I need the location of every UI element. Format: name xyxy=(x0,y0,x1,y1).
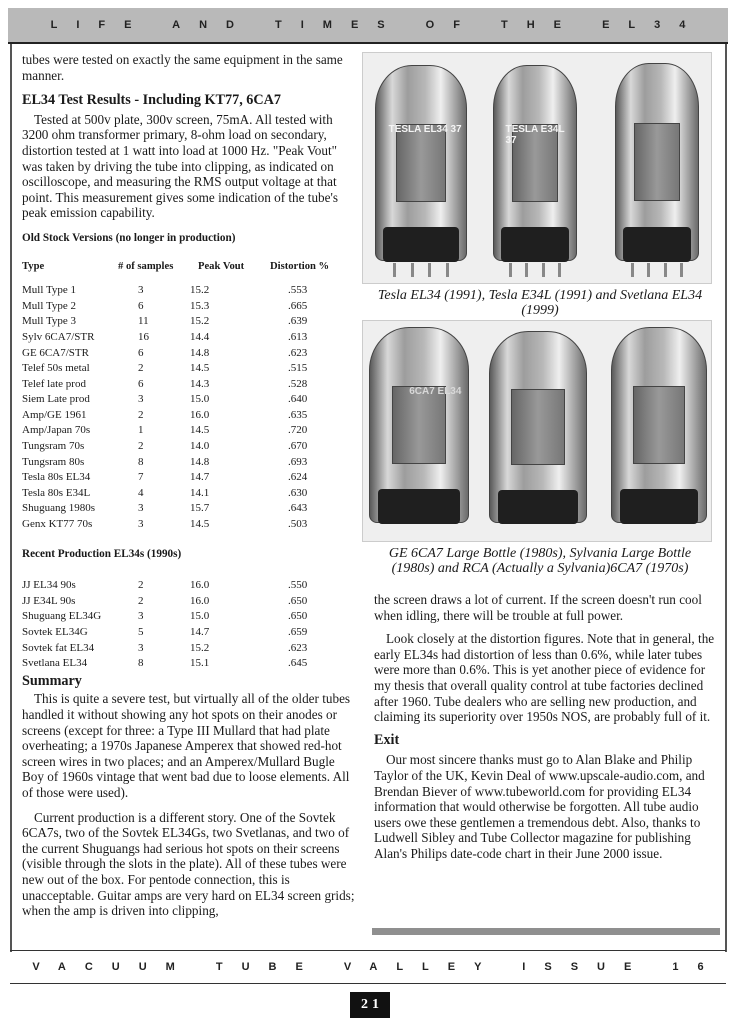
table-cell: .650 xyxy=(288,610,308,623)
table-cell: .659 xyxy=(288,626,308,638)
table-cell: 7 xyxy=(138,471,144,484)
table-cell: .503 xyxy=(288,518,308,531)
table-cell: .643 xyxy=(288,502,308,515)
summary-paragraph-1: This is quite a severe test, but virtually all of the older tubes handled it without showing any hot spots on their anodes or screens (except for three: a Type III Mullard that had plate overheating; a 1970s Japanese Amperex that showed red-hot screen wires in two places; and an Amperex/Mullard Bugle Boy of 1960s vintage that went bad due to loose elements. All of those were used). xyxy=(22,691,351,800)
old-stock-table xyxy=(22,247,332,533)
table-cell: 15.0 xyxy=(190,610,210,623)
table-cell: .650 xyxy=(288,594,308,607)
table-row xyxy=(22,641,332,657)
table-row xyxy=(22,455,332,471)
table-cell: 6 xyxy=(138,377,144,390)
summary-heading: Summary xyxy=(22,672,82,689)
table-cell: 11 xyxy=(138,315,149,328)
table-cell: .665 xyxy=(288,299,308,312)
table-cell: .623 xyxy=(288,346,308,359)
table-cell: 3 xyxy=(138,518,144,531)
table-row xyxy=(22,423,332,439)
page-number: 21 xyxy=(350,992,390,1018)
table-row xyxy=(22,486,332,502)
table-cell: 15.7 xyxy=(190,502,210,515)
table-cell: 15.2 xyxy=(190,284,210,297)
table-cell: 16.0 xyxy=(190,594,210,607)
table-cell: 2 xyxy=(138,440,144,453)
table-cell: Sovtek EL34G xyxy=(22,626,88,638)
table-row xyxy=(22,609,332,625)
table-cell: 15.1 xyxy=(190,657,210,670)
recent-production-title: Recent Production EL34s (1990s) xyxy=(22,547,182,560)
table-cell: 14.5 xyxy=(190,362,210,375)
svetlana-el34-tube-image xyxy=(615,63,699,261)
ge-6ca7-tube-image xyxy=(369,327,469,523)
table-cell: Siem Late prod xyxy=(22,393,90,406)
table-cell: 6 xyxy=(138,346,144,359)
bottom-photo-caption: GE 6CA7 Large Bottle (1980s), Sylvania Large Bottle (1980s) and RCA (Actually a Sylvania)6CA7 (1970s) xyxy=(388,546,692,576)
table-cell: .624 xyxy=(288,471,308,484)
table-row xyxy=(22,501,332,517)
table-cell: 3 xyxy=(138,393,144,406)
table-cell: 14.0 xyxy=(190,440,210,453)
table-cell: 3 xyxy=(138,284,144,297)
table-cell: 16.0 xyxy=(190,408,210,421)
table-cell: 14.3 xyxy=(190,377,210,390)
table-cell: 16 xyxy=(138,330,149,343)
col-header-samples: # of samples xyxy=(118,260,174,272)
table-cell: .645 xyxy=(288,657,308,670)
table-cell: Telef late prod xyxy=(22,377,86,390)
gray-divider xyxy=(372,928,720,935)
right-paragraph-2: Look closely at the distortion figures. Note that in general, the early EL34s had distortion of less than 0.6%, while later tubes were more than 0.6%. This is yet another piece of evidence for my thesis that overall quality control at tube factories declined after 1960. Tube dealers who are selling new production, and claiming its superiority over 1950s NOS, are probably full of it. xyxy=(374,631,715,725)
table-cell: 8 xyxy=(138,657,144,670)
test-method-paragraph: Tested at 500v plate, 300v screen, 75mA. All tested with 3200 ohm transformer primary, 8-ohm load on secondary, distortion tested at 1 watt into load at 1000 Hz. "Peak Vout" was taken by driving the tube into clipping, as indicated on oscilloscope, and measuring the RMS output voltage at that point. This measurement gives some indication of the tube's peak emission capability. xyxy=(22,111,339,221)
table-row xyxy=(22,377,332,393)
table-cell: 6 xyxy=(138,299,144,312)
table-cell: GE 6CA7/STR xyxy=(22,346,89,359)
table-cell: Tungsram 70s xyxy=(22,440,85,453)
table-row xyxy=(22,346,332,362)
test-results-heading: EL34 Test Results - Including KT77, 6CA7 xyxy=(22,92,281,109)
table-row xyxy=(22,439,332,455)
table-cell: Svetlana EL34 xyxy=(22,657,88,670)
left-border-rule xyxy=(10,44,12,952)
table-row xyxy=(22,517,332,533)
table-cell: .515 xyxy=(288,362,308,375)
table-cell: .693 xyxy=(288,455,308,468)
summary-paragraph-2: Current production is a different story. One of the Sovtek 6CA7s, two of the Sovtek EL34Gs, two Svetlanas, and two of the current Shuguangs had serious hot spots on their screens (visible through the slots in the plate). All of these tubes were new out of the box. For pentode connection, this is unacceptable. Guitar amps are very hard on EL34 screen grids; when the amp is driven into clipping, xyxy=(22,809,355,919)
right-paragraph-1: the screen draws a lot of current. If the screen doesn't run cool when idling, there will be trouble at full power. xyxy=(374,592,702,623)
table-row xyxy=(22,594,332,610)
table-cell: Amp/GE 1961 xyxy=(22,408,87,421)
table-cell: .630 xyxy=(288,486,308,499)
table-cell: 2 xyxy=(138,579,144,592)
running-header: LIFE AND TIMES OF THE EL34 xyxy=(8,8,728,44)
tesla-el34-tube-image xyxy=(375,65,467,261)
table-cell: Mull Type 3 xyxy=(22,315,77,328)
table-row xyxy=(22,283,332,299)
table-row xyxy=(22,625,332,641)
intro-paragraph: tubes were tested on exactly the same equipment in the same manner. xyxy=(22,52,343,83)
table-cell: 14.1 xyxy=(190,486,210,499)
table-row xyxy=(22,361,332,377)
tube-label: TESLA E34L 37 xyxy=(505,124,565,147)
table-cell: .670 xyxy=(288,440,308,453)
table-cell: 5 xyxy=(138,626,144,638)
table-row xyxy=(22,470,332,486)
table-row xyxy=(22,578,332,594)
col-header-distortion: Distortion % xyxy=(270,260,330,272)
table-cell: 16.0 xyxy=(190,579,210,592)
sylvania-tube-image xyxy=(489,331,587,523)
table-cell: Amp/Japan 70s xyxy=(22,424,91,437)
table-cell: JJ E34L 90s xyxy=(22,594,76,607)
table-cell: .623 xyxy=(288,641,308,654)
table-cell: 3 xyxy=(138,641,144,654)
table-cell: Genx KT77 70s xyxy=(22,518,93,531)
table-row xyxy=(22,392,332,408)
table-cell: 2 xyxy=(138,594,144,607)
table-cell: 15.2 xyxy=(190,641,210,654)
table-cell: 14.8 xyxy=(190,455,210,468)
table-cell: .635 xyxy=(288,408,308,421)
table-cell: 15.3 xyxy=(190,299,210,312)
exit-paragraph: Our most sincere thanks must go to Alan Blake and Philip Taylor of the UK, Kevin Deal of www.upscale-audio.com, and Brendan Biever of www.tubeworld.com for providing EL34 information that would otherwise be forgotten. All tube audio users owe these gentlemen a tremendous debt. Also, thanks to Ludwell Sibley and Tube Collector magazine for publishing Alan's Philips date-code chart in their June 2000 issue. xyxy=(374,752,705,861)
running-footer: VACUUM TUBE VALLEY ISSUE 16 xyxy=(10,950,726,984)
old-stock-title: Old Stock Versions (no longer in production) xyxy=(22,231,236,244)
right-border-rule xyxy=(725,44,727,952)
table-cell: Sovtek fat EL34 xyxy=(22,641,95,654)
table-cell: 14.5 xyxy=(190,518,210,531)
table-cell: 8 xyxy=(138,455,144,468)
table-cell: .639 xyxy=(288,315,308,328)
table-cell: 14.7 xyxy=(190,471,210,484)
table-row xyxy=(22,299,332,315)
table-cell: 1 xyxy=(138,424,144,437)
table-row xyxy=(22,330,332,346)
right-column xyxy=(374,592,720,870)
table-cell: .613 xyxy=(288,330,308,343)
table-cell: Tungsram 80s xyxy=(22,455,85,468)
table-cell: .528 xyxy=(288,377,308,390)
table-cell: Shuguang EL34G xyxy=(22,610,102,623)
table-row xyxy=(22,656,332,672)
table-cell: .720 xyxy=(288,424,308,437)
exit-heading: Exit xyxy=(374,731,400,748)
table-cell: Mull Type 2 xyxy=(22,299,77,312)
tesla-e34l-tube-image xyxy=(493,65,577,261)
col-header-peak: Peak Vout xyxy=(198,260,245,272)
table-cell: Mull Type 1 xyxy=(22,284,77,297)
table-cell: 14.5 xyxy=(190,424,210,437)
rca-6ca7-tube-image xyxy=(611,327,707,523)
table-cell: Tesla 80s EL34 xyxy=(22,471,91,484)
table-cell: Sylv 6CA7/STR xyxy=(22,330,95,343)
table-cell: 14.7 xyxy=(190,626,210,638)
table-cell: 2 xyxy=(138,408,144,421)
table-cell: 2 xyxy=(138,362,144,375)
table-cell: 14.8 xyxy=(190,346,210,359)
tube-label: 6CA7 EL34 xyxy=(409,386,462,398)
table-cell: 4 xyxy=(138,486,144,499)
table-cell: 15.0 xyxy=(190,393,210,406)
top-tube-photo xyxy=(362,52,712,284)
table-cell: JJ EL34 90s xyxy=(22,579,76,592)
col-header-type: Type xyxy=(22,260,45,272)
tube-label: TESLA EL34 37 xyxy=(388,124,462,136)
table-cell: 3 xyxy=(138,502,144,515)
table-cell: 15.2 xyxy=(190,315,210,328)
table-cell: .553 xyxy=(288,284,308,297)
table-cell: Tesla 80s E34L xyxy=(22,486,91,499)
table-cell: .550 xyxy=(288,579,308,592)
bottom-tube-photo xyxy=(362,320,712,542)
recent-production-table xyxy=(22,578,332,672)
table-cell: Shuguang 1980s xyxy=(22,502,96,515)
table-cell: 3 xyxy=(138,610,144,623)
old-stock-rows xyxy=(22,283,332,533)
table-cell: Telef 50s metal xyxy=(22,362,90,375)
table-row xyxy=(22,408,332,424)
left-column xyxy=(22,52,356,919)
recent-production-rows xyxy=(22,578,332,672)
table-cell: .640 xyxy=(288,393,308,406)
table-cell: 14.4 xyxy=(190,330,210,343)
top-photo-caption: Tesla EL34 (1991), Tesla E34L (1991) and Svetlana EL34 (1999) xyxy=(377,288,703,318)
table-row xyxy=(22,314,332,330)
